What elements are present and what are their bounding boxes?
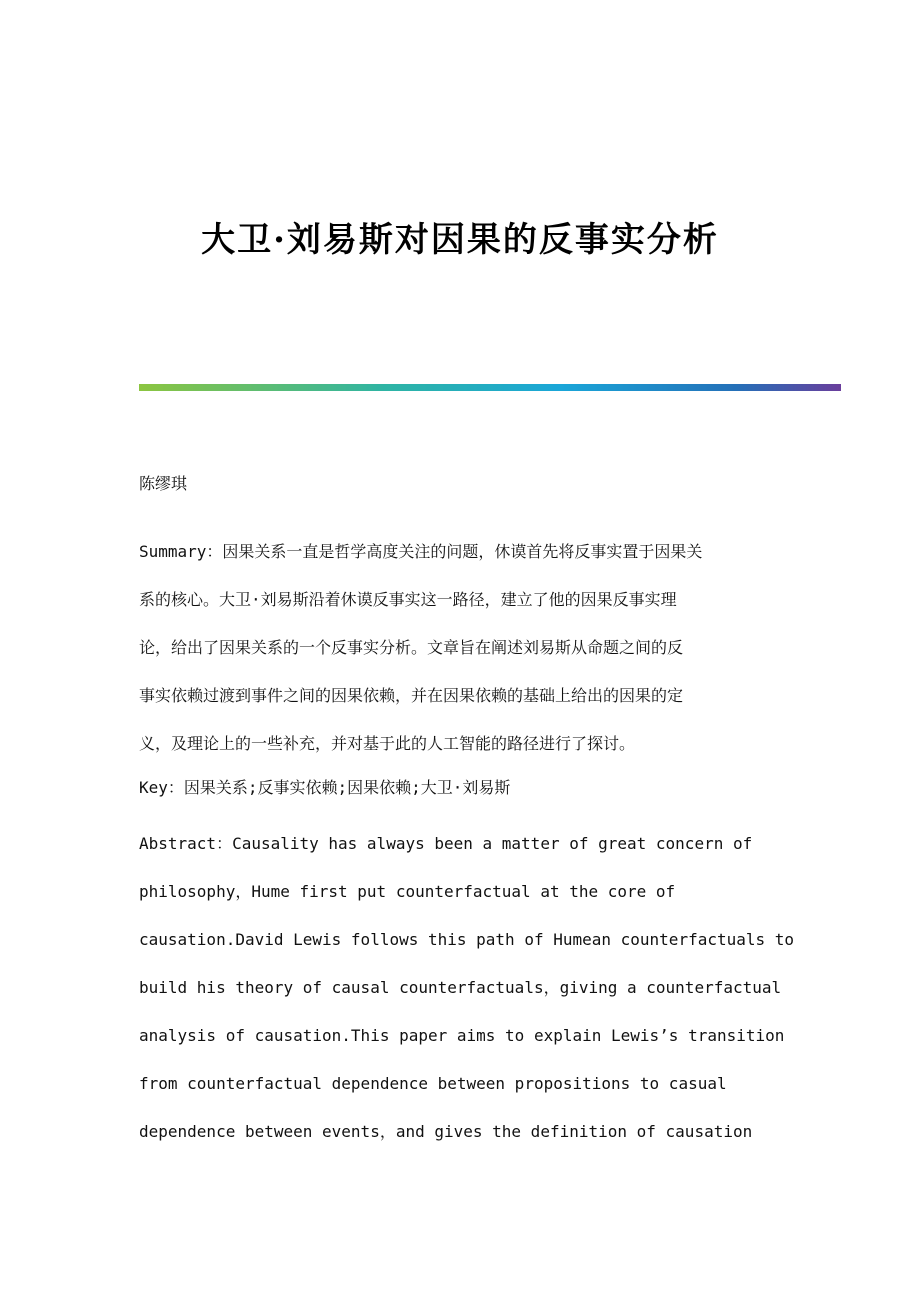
- summary-line: 论，给出了因果关系的一个反事实分析。文章旨在阐述刘易斯从命题之间的反: [139, 638, 684, 657]
- abstract-line: from counterfactual dependence between propositions to casual: [139, 1074, 727, 1093]
- title-divider: [139, 384, 841, 391]
- summary-line: 系的核心。大卫·刘易斯沿着休谟反事实这一路径，建立了他的因果反事实理: [139, 590, 677, 609]
- summary-line: Summary：因果关系一直是哲学高度关注的问题，休谟首先将反事实置于因果关: [139, 542, 703, 561]
- keywords: Key：因果关系;反事实依赖;因果依赖;大卫·刘易斯: [139, 778, 511, 797]
- abstract-line: dependence between events，and gives the definition of causation: [139, 1122, 753, 1141]
- abstract-line: analysis of causation.This paper aims to explain Lewis’s transition: [139, 1026, 785, 1045]
- summary-line: 事实依赖过渡到事件之间的因果依赖，并在因果依赖的基础上给出的因果的定: [139, 686, 684, 705]
- abstract-line: philosophy，Hume first put counterfactual at the core of: [139, 882, 676, 901]
- abstract-paragraph: [139, 820, 795, 1156]
- summary-line: 义，及理论上的一些补充，并对基于此的人工智能的路径进行了探讨。: [139, 734, 636, 753]
- page-title: 大卫·刘易斯对因果的反事实分析: [201, 220, 719, 260]
- abstract-line: Abstract：Causality has always been a matter of great concern of: [139, 834, 753, 853]
- abstract-line: build his theory of causal counterfactuals，giving a counterfactual: [139, 978, 782, 997]
- summary-paragraph: [139, 528, 779, 768]
- abstract-line: causation.David Lewis follows this path of Humean counterfactuals to: [139, 930, 795, 949]
- author-name: 陈缪琪: [139, 474, 188, 493]
